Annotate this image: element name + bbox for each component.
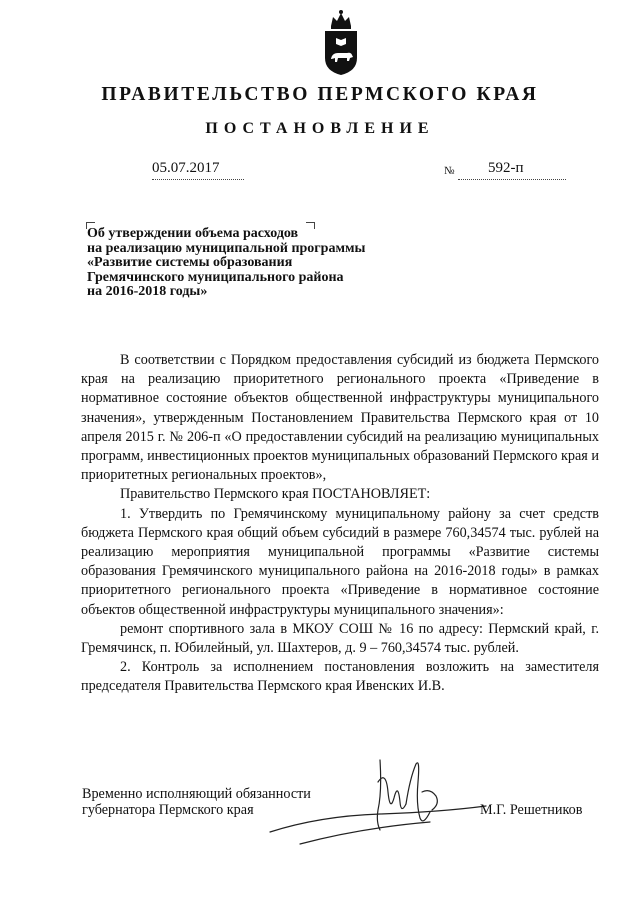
subject-line: Об утверждении объема расходов bbox=[87, 226, 299, 241]
subject-line: Гремячинского муниципального района bbox=[87, 269, 344, 285]
number-sign: № bbox=[444, 165, 455, 177]
handwritten-signature-icon bbox=[260, 752, 500, 862]
subject-line: на 2016-2018 годы» bbox=[87, 284, 208, 299]
body-paragraph-item-1: 1. Утвердить по Гремячинскому муниципальному району за счет средств бюджета Пермского края общий объем субсидий в размере 760,34574 тыс. рублей на реализацию мероприятия муниципальной программы «Развитие системы образования Гремячинского муниципального района на 2016-2018 годы» в рамках приоритетного регионального проекта «Приведение в нормативное состояние объектов общественной инфраструктуры муниципального значения»: bbox=[81, 505, 599, 618]
body-paragraph-resolves: Правительство Пермского края ПОСТАНОВЛЯЕТ: bbox=[120, 486, 431, 503]
signer-position-line: губернатора Пермского края bbox=[82, 802, 254, 818]
body-paragraph-preamble: В соответствии с Порядком предоставления субсидий из бюджета Пермского края на реализацию приоритетного регионального проекта «Приведение в нормативное состояние объектов общественной инфраструктуры муниципального значения», утвержденным Постановлением Правительства Пермского края от 10 апреля 2015 г. № 206-п «О предоставлении субсидий на реализацию муниципальных программ, инвестиционных проектов муниципальных образований Пермского края и приоритетных региональных проектов», bbox=[81, 352, 599, 484]
body-paragraph-repair: ремонт спортивного зала в МКОУ СОШ № 16 по адресу: Пермский край, г. Гремячинск, п. Юбилейный, ул. Шахтеров, д. 9 – 760,34574 тыс. рублей. bbox=[81, 620, 599, 657]
document-type: ПОСТАНОВЛЕНИЕ bbox=[205, 120, 435, 137]
document-subject bbox=[87, 227, 417, 300]
document-body bbox=[81, 351, 599, 697]
signer-position-line: Временно исполняющий обязанности bbox=[82, 786, 311, 802]
document-number: 592-п bbox=[458, 160, 566, 180]
perm-krai-coat-of-arms-icon bbox=[322, 8, 360, 76]
body-paragraph-item-2: 2. Контроль за исполнением постановления возложить на заместителя председателя Правительства Пермского края Ивенских И.В. bbox=[81, 659, 599, 695]
subject-line: на реализацию муниципальной программы bbox=[87, 240, 366, 256]
signer-name: М.Г. Решетников bbox=[480, 802, 583, 818]
subject-line: «Развитие системы образования bbox=[87, 255, 293, 270]
government-title: ПРАВИТЕЛЬСТВО ПЕРМСКОГО КРАЯ bbox=[101, 84, 539, 105]
document-date: 05.07.2017 bbox=[152, 160, 244, 180]
